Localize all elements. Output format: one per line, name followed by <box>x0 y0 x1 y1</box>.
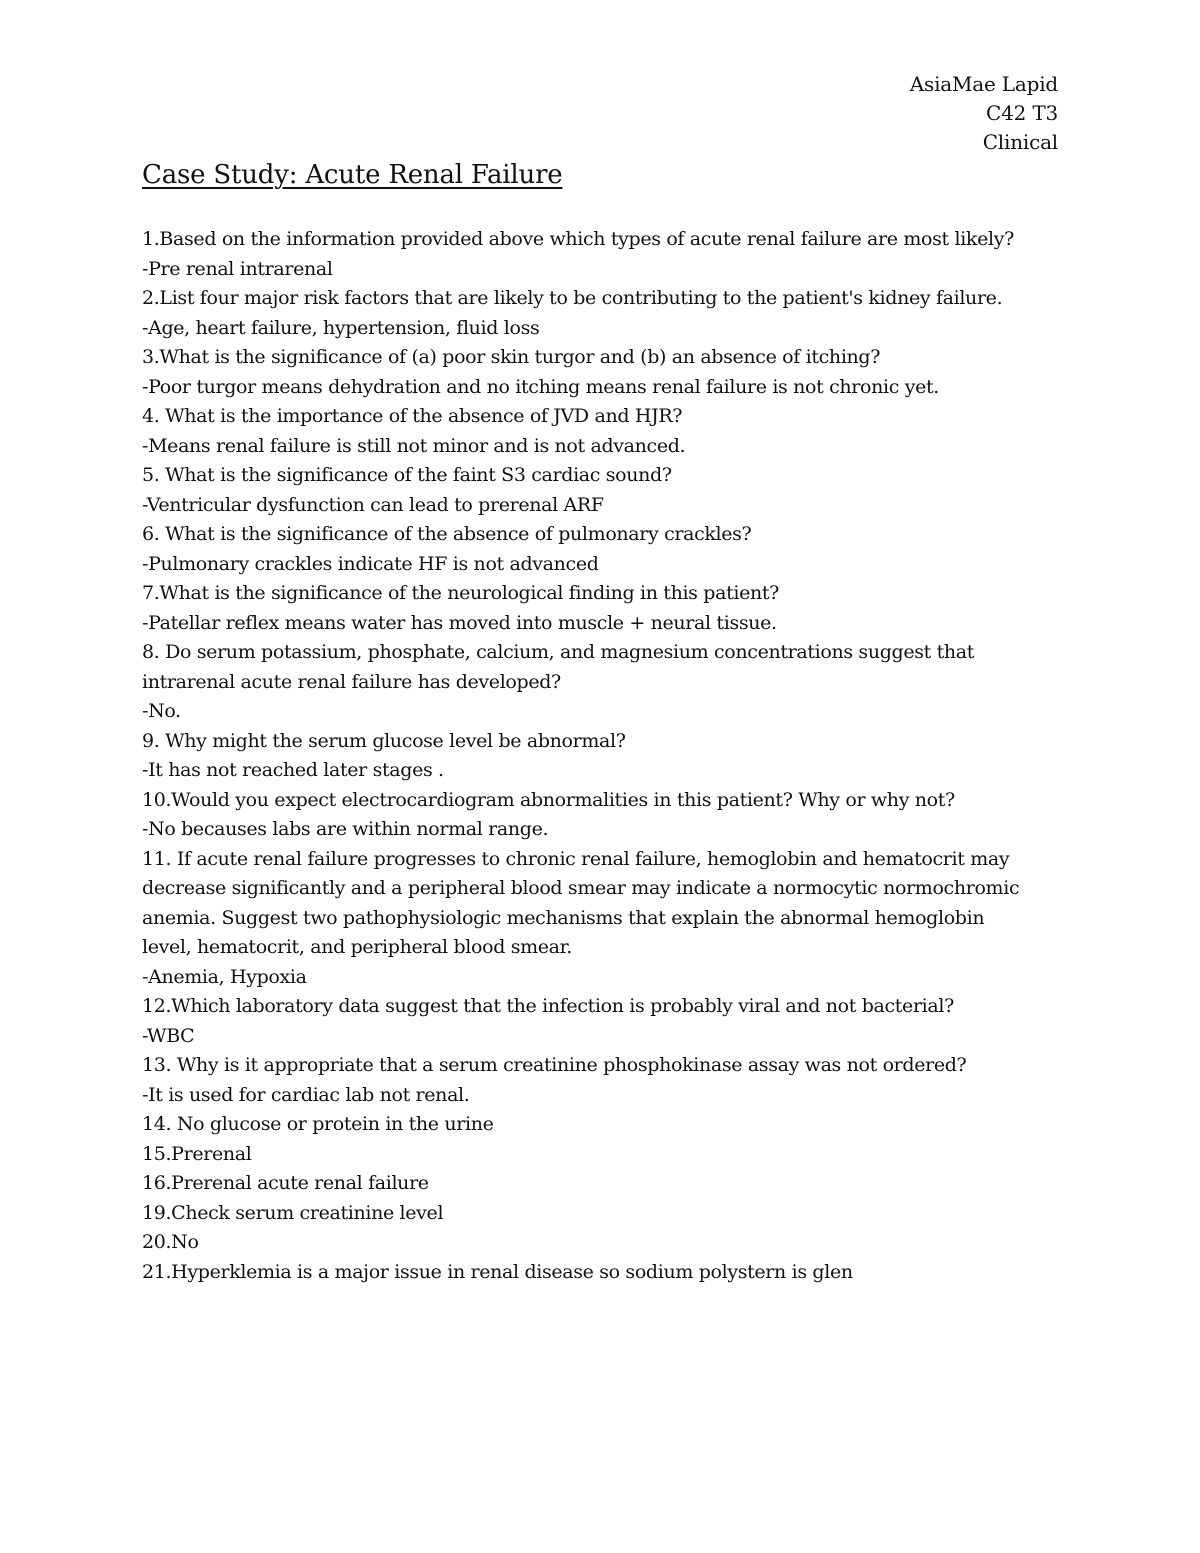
text-line: 4. What is the importance of the absence of JVD and HJR? <box>142 405 683 427</box>
text-line: 13. Why is it appropriate that a serum creatinine phosphokinase assay was not ordered? <box>142 1054 967 1076</box>
text-line: anemia. Suggest two pathophysiologic mechanisms that explain the abnormal hemoglobin <box>142 906 985 929</box>
text-line: 6. What is the significance of the absence of pulmonary crackles? <box>142 523 752 545</box>
text-line: 15.Prerenal <box>142 1142 252 1165</box>
text-line: -WBC <box>142 1024 195 1047</box>
text-line: -Poor turgor means dehydration and no itching means renal failure is not chronic yet. <box>142 375 939 398</box>
text-line: level, hematocrit, and peripheral blood smear. <box>142 936 572 958</box>
text-line: -Patellar reflex means water has moved into muscle + neural tissue. <box>142 611 777 634</box>
text-line: -Means renal failure is still not minor and is not advanced. <box>142 434 686 457</box>
text-line: -Pulmonary crackles indicate HF is not advanced <box>142 552 599 575</box>
text-line: 21.Hyperklemia is a major issue in renal disease so sodium polystern is glen <box>142 1260 853 1283</box>
text-line: decrease significantly and a peripheral blood smear may indicate a normocytic normochromic <box>142 877 1020 899</box>
text-line: intrarenal acute renal failure has developed? <box>142 670 561 693</box>
text-line: 3.What is the significance of (a) poor skin turgor and (b) an absence of itching? <box>142 346 881 368</box>
text-line: -Age, heart failure, hypertension, fluid loss <box>142 316 540 339</box>
text-line: -It has not reached later stages . <box>142 759 444 781</box>
text-line: 16.Prerenal acute renal failure <box>142 1172 429 1194</box>
class-code: C42 T3 <box>986 101 1058 125</box>
text-line: 5. What is the significance of the faint S3 cardiac sound? <box>142 464 672 486</box>
text-line: -Ventricular dysfunction can lead to prerenal ARF <box>142 493 604 516</box>
author-name: AsiaMae Lapid <box>909 72 1058 96</box>
text-line: 20.No <box>142 1231 199 1253</box>
text-line: 2.List four major risk factors that are likely to be contributing to the patient's kidney failure. <box>142 287 1003 309</box>
course-label: Clinical <box>982 130 1058 154</box>
text-line: 1.Based on the information provided above which types of acute renal failure are most likely? <box>142 228 1014 250</box>
text-line: -No. <box>142 700 181 722</box>
text-line: 7.What is the significance of the neurological finding in this patient? <box>142 582 779 604</box>
text-line: -Anemia, Hypoxia <box>142 965 307 988</box>
text-line: 8. Do serum potassium, phosphate, calcium, and magnesium concentrations suggest that <box>142 641 975 663</box>
text-line: 19.Check serum creatinine level <box>142 1201 444 1224</box>
text-line: 11. If acute renal failure progresses to chronic renal failure, hemoglobin and hematocrit may <box>142 847 1010 870</box>
text-line: 9. Why might the serum glucose level be abnormal? <box>142 729 626 752</box>
text-line: 14. No glucose or protein in the urine <box>142 1113 494 1135</box>
text-line: 10.Would you expect electrocardiogram abnormalities in this patient? Why or why not? <box>142 788 955 811</box>
text-line: -No becauses labs are within normal range. <box>142 818 549 840</box>
text-line: -It is used for cardiac lab not renal. <box>142 1083 470 1106</box>
text-line: 12.Which laboratory data suggest that the infection is probably viral and not bacterial? <box>142 995 954 1017</box>
header-block <box>910 70 1058 157</box>
document-body <box>142 225 1062 1287</box>
text-line: -Pre renal intrarenal <box>142 257 333 280</box>
document-title: Case Study: Acute Renal Failure <box>142 160 563 190</box>
